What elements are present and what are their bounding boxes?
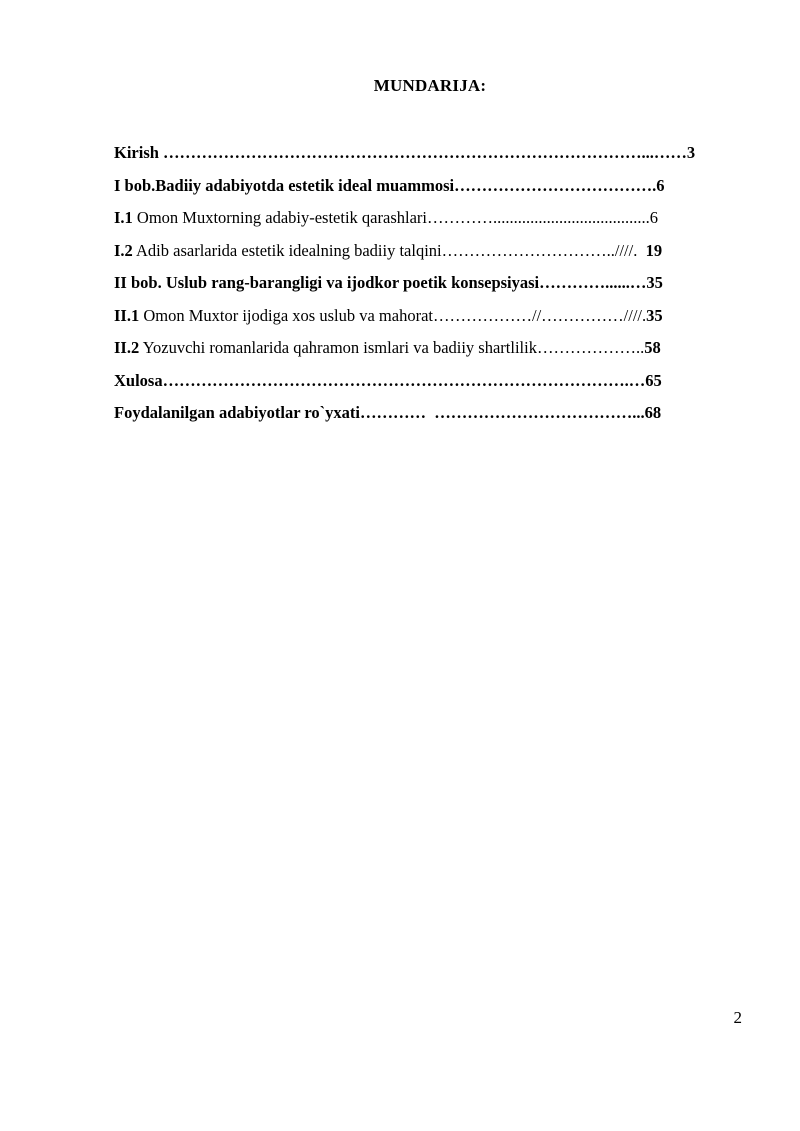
toc-entry-section-2-1[interactable]: [114, 304, 741, 337]
toc-entry-text: Adib asarlarida estetik idealning badiiy talqini…………………………..////.: [132, 240, 638, 260]
toc-entry-text: II bob. Uslub rang-barangligi va ijodkor poetik konsepsiyasi…………......…35: [114, 273, 663, 292]
toc-entry-number: I.2: [114, 240, 133, 260]
toc-entry-text: Omon Muxtorning adabiy-estetik qarashlari…………......................................6: [132, 208, 658, 227]
toc-entry-number: II.1: [114, 305, 140, 325]
toc-entry-bibliography[interactable]: [114, 401, 741, 434]
toc-entry-number: II.2: [114, 338, 140, 357]
page-number: 2: [733, 1008, 742, 1027]
toc-entry-page: 35: [646, 305, 663, 325]
toc-entry-text: Omon Muxtor ijodiga xos uslub va mahorat………………//……………////.: [139, 305, 647, 325]
toc-entry-section-1-1[interactable]: [114, 206, 741, 239]
toc-entry-page: 58: [644, 338, 661, 357]
toc-entry-text: Kirish ……………………………………………………………………………...……3: [114, 143, 696, 162]
toc-entry-text: Foydalanilgan adabiyotlar ro`yxati………… ………………………………...68: [114, 403, 662, 422]
toc-entry-section-1-2[interactable]: [114, 239, 741, 272]
toc-entry-xulosa[interactable]: [114, 369, 741, 402]
toc-entry-number: I.1: [114, 208, 133, 227]
toc-entry-text: I bob.Badiiy adabiyotda estetik ideal muammosi……………………………….6: [114, 175, 665, 195]
table-of-contents: [114, 141, 741, 434]
toc-entry-page: 19: [637, 240, 663, 260]
toc-entry-text: Xulosa………………………………………………………………………….…65: [114, 370, 662, 390]
toc-entry-section-2-2[interactable]: [114, 336, 741, 369]
toc-entry-kirish[interactable]: [114, 141, 741, 174]
page-title: MUNDARIJA:: [373, 76, 487, 95]
toc-entry-chapter-2[interactable]: [114, 271, 741, 304]
toc-entry-chapter-1[interactable]: [114, 174, 741, 207]
toc-entry-text: Yozuvchi romanlarida qahramon ismlari va badiiy shartlilik………………..: [139, 338, 645, 357]
